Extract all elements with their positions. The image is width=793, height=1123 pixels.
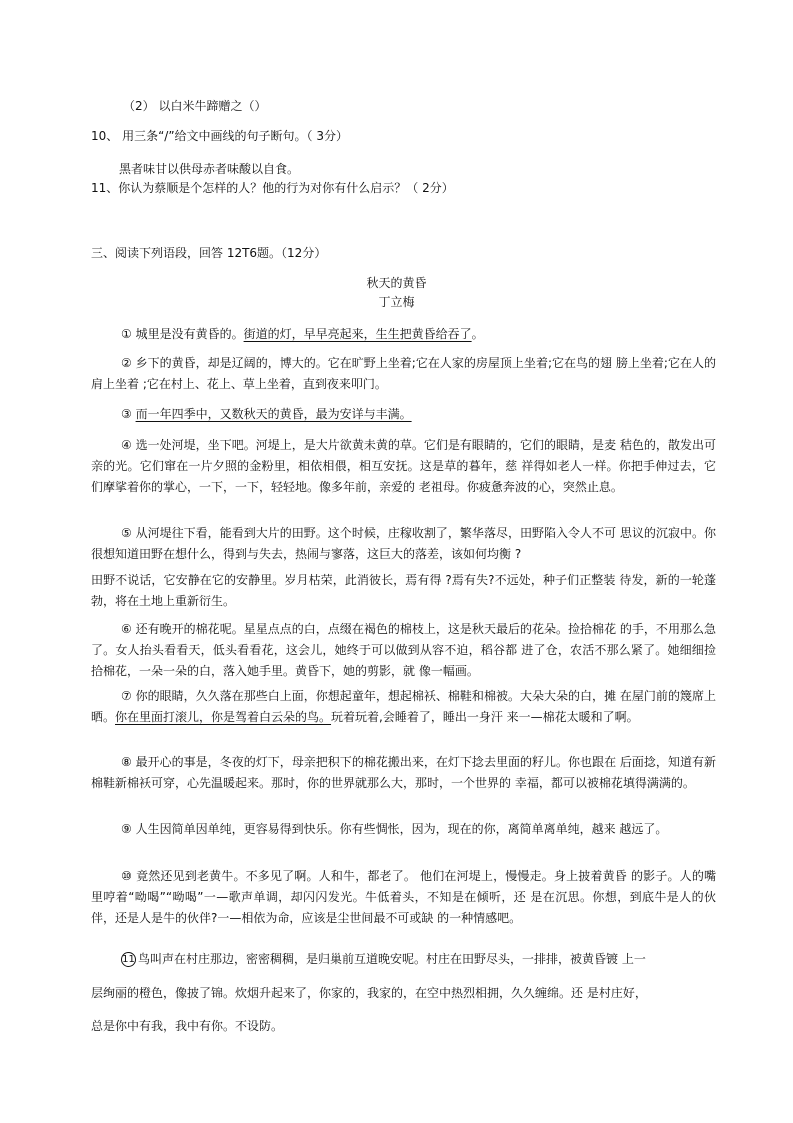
paragraph-text: ⑤ 从河堤往下看，能看到大片的田野。这个时候，庄稼收割了，繁华落尽，田野陷入令人不可 思议的沉寂中。你很想知道田野在想什么，得到与失去，热闹与寥落，这巨大的落差，该如何均衡 ? [91, 526, 716, 561]
paragraph-5 [91, 523, 716, 565]
paragraph-number: 11 [122, 954, 135, 965]
paragraph-6 [91, 619, 716, 682]
paragraph-8 [91, 752, 716, 794]
paragraph-11 [91, 949, 716, 970]
paragraph-text: ⑦ 你的眼睛，久久落在那些白上面，你想起童年，想起棉袄、棉鞋和棉被。大朵大朵的白，摊 在屋门前的篾席上晒。 [91, 689, 716, 724]
paragraph-text: 玩着玩着,会睡着了，睡出一身汗 来一—棉花太暖和了啊。 [331, 710, 639, 724]
paragraph-9 [91, 819, 716, 840]
paragraph-7 [91, 686, 716, 728]
paragraph-text: ⑨ 人生因简单因单纯，更容易得到快乐。你有些惆怅，因为，现在的你，离简单离单纯，越来 越远了。 [121, 822, 668, 836]
paragraph-text: ⑥ 还有晚开的棉花呢。星星点点的白，点缀在褐色的棉枝上，这是秋天最后的花朵。捡拾棉花 的手，不用那么急了。女人抬头看看天，低头看看花，这会儿，她终于可以做到从容不迫，稻谷都 进了仓，农活不那么紧了。她细细捡拾棉花，一朵一朵的白，落入她手里。黄昏下，她的剪影，就 像一幅画。 [91, 622, 716, 678]
paragraph-11-line-2: 层绚丽的橙色，像披了锦。炊烟升起来了，你家的，我家的，在空中热烈相拥，久久缠绵。还 是村庄好， [91, 986, 647, 1000]
paragraph-text: ⑩ 竟然还见到老黄牛。不多见了啊。人和牛，都老了。 他们在河堤上，慢慢走。身上披着黄昏 的影子。人的嘴里哼着“呦喝”“呦喝”一—歌声单调，却闪闪发光。牛低着头，不知是在倾听，还 是在沉思。你想，到底牛是人的伙伴，还是人是牛的伙伴?一—相依为命，应该是尘世间最不可或缺 的一种情感吧。 [91, 869, 716, 925]
paragraph-text: ⑧ 最开心的事是，冬夜的灯下，母亲把积下的棉花搬出来，在灯下捻去里面的籽儿。你也跟在 后面捻，知道有新棉鞋新棉袄可穿，心先温暖起来。那时，你的世界就那么大，那时，一个世界的 幸福，都可以被棉花填得满满的。 [91, 755, 716, 790]
paragraph-11-line-3: 总是你中有我，我中有你。不设防。 [91, 1019, 284, 1033]
paragraph-2 [91, 353, 716, 395]
question-10-sentence: 黑者味甘以供母赤者味酸以自食。 [119, 162, 300, 176]
paragraph-1 [91, 324, 716, 345]
paragraph-3 [91, 404, 716, 425]
section-heading: 三、阅读下列语段，回答 12T6题。（12分） [91, 246, 327, 260]
paragraph-text: 鸟叫声在村庄那边，密密稠稠，是归巢前互道晚安呢。村庄在田野尽头，一排排，被黄昏镀 上一 [138, 952, 646, 966]
underlined-sentence: 你在里面打滚儿，你是驾着白云朵的鸟。 [115, 710, 332, 724]
question-item-2: （2） 以白米牛蹄赠之（） [123, 99, 267, 113]
paragraph-4 [91, 435, 716, 498]
paragraph-text: 。 [471, 327, 484, 341]
passage-author: 丁立梅 [378, 295, 415, 309]
paragraph-number: ① [121, 327, 132, 341]
question-11: 11、你认为蔡顺是个怎样的人？他的行为对你有什么启示？（ 2分） [91, 181, 454, 195]
question-10: 10、 用三条“/”给文中画线的句子断句。（ 3分） [91, 129, 349, 143]
underlined-sentence: 街道的灯，早早亮起来，生生把黄昏给吞了 [243, 327, 472, 341]
paragraph-text: ④ 选一处河堤，坐下吧。河堤上，是大片欲黄未黄的草。它们是有眼睛的，它们的眼睛，是麦 秸色的，散发出可亲的光。它们窜在一片夕照的金粉里，相依相偎，相互安抚。这是草的暮年，慈 祥得如老人一样。你把手伸过去，它们摩挲着你的掌心，一下，一下，轻轻地。像多年前，亲爱的 老祖母。你疲惫奔波的心，突然止息。 [91, 438, 716, 494]
paragraph-5-continued [91, 570, 716, 612]
paragraph-text: 田野不说话，它安静在它的安静里。岁月枯荣，此消彼长，焉有得 ?焉有失?不远处，种子们正整装 待发，新的一轮蓬勃，将在土地上重新衍生。 [91, 573, 716, 608]
paragraph-text: ② 乡下的黄昏，却是辽阔的，博大的。它在旷野上坐着;它在人家的房屋顶上坐着;它在鸟的翅 膀上坐着;它在人的肩上坐着 ;它在村上、花上、草上坐着，直到夜来叩门。 [91, 356, 716, 391]
paragraph-text: 城里是没有黄昏的。 [131, 327, 244, 341]
paragraph-10 [91, 866, 716, 929]
passage-title: 秋天的黄昏 [366, 276, 427, 290]
underlined-sentence: 而一年四季中，又数秋天的黄昏，最为安详与丰满。 [135, 407, 412, 421]
paragraph-number: ③ [121, 407, 136, 421]
